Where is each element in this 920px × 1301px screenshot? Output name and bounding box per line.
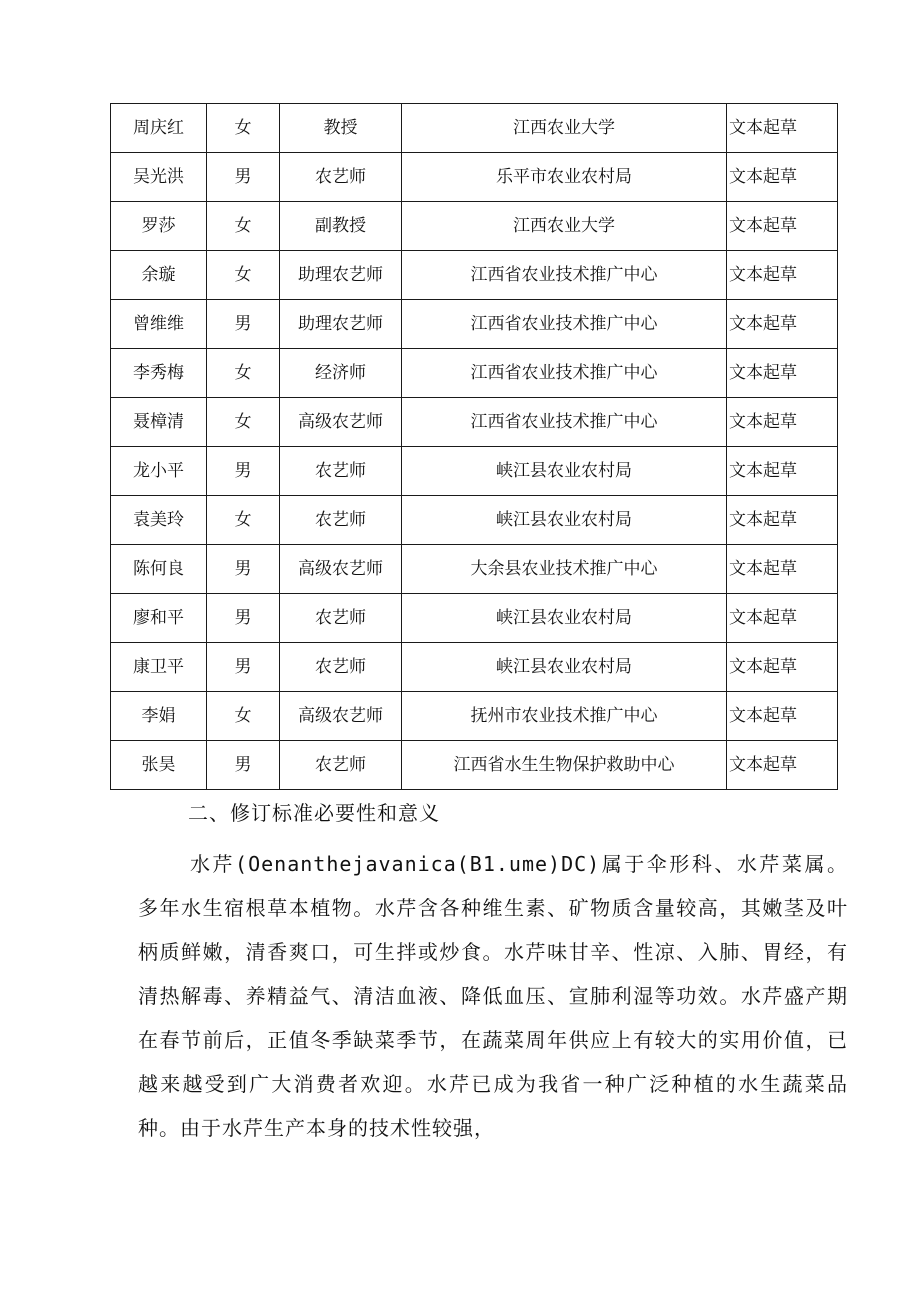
gender-cell: 男 — [207, 153, 280, 202]
table-row — [111, 104, 838, 153]
organization-cell: 江西省农业技术推广中心 — [402, 300, 727, 349]
title-cell: 助理农艺师 — [280, 251, 402, 300]
gender-cell: 男 — [207, 643, 280, 692]
gender-cell: 女 — [207, 104, 280, 153]
name-cell: 康卫平 — [111, 643, 207, 692]
role-cell: 文本起草 — [727, 349, 838, 398]
title-cell: 农艺师 — [280, 741, 402, 790]
name-cell: 周庆红 — [111, 104, 207, 153]
role-cell: 文本起草 — [727, 741, 838, 790]
table-row — [111, 202, 838, 251]
gender-cell: 女 — [207, 349, 280, 398]
section-heading: 二、修订标准必要性和意义 — [188, 801, 440, 825]
organization-cell: 江西农业大学 — [402, 202, 727, 251]
role-cell: 文本起草 — [727, 251, 838, 300]
organization-cell: 峡江县农业农村局 — [402, 496, 727, 545]
organization-cell: 江西省水生生物保护救助中心 — [402, 741, 727, 790]
title-cell: 副教授 — [280, 202, 402, 251]
name-cell: 廖和平 — [111, 594, 207, 643]
table-row — [111, 447, 838, 496]
table-row — [111, 545, 838, 594]
organization-cell: 峡江县农业农村局 — [402, 594, 727, 643]
role-cell: 文本起草 — [727, 447, 838, 496]
gender-cell: 女 — [207, 692, 280, 741]
organization-cell: 抚州市农业技术推广中心 — [402, 692, 727, 741]
organization-cell: 江西省农业技术推广中心 — [402, 398, 727, 447]
name-cell: 李秀梅 — [111, 349, 207, 398]
name-cell: 陈何良 — [111, 545, 207, 594]
role-cell: 文本起草 — [727, 692, 838, 741]
organization-cell: 峡江县农业农村局 — [402, 643, 727, 692]
title-cell: 农艺师 — [280, 643, 402, 692]
name-cell: 袁美玲 — [111, 496, 207, 545]
name-cell: 余璇 — [111, 251, 207, 300]
gender-cell: 女 — [207, 398, 280, 447]
organization-cell: 乐平市农业农村局 — [402, 153, 727, 202]
table-row — [111, 643, 838, 692]
table-row — [111, 692, 838, 741]
table-row — [111, 349, 838, 398]
name-cell: 罗莎 — [111, 202, 207, 251]
name-cell: 李娟 — [111, 692, 207, 741]
name-cell: 龙小平 — [111, 447, 207, 496]
table-row — [111, 496, 838, 545]
role-cell: 文本起草 — [727, 594, 838, 643]
gender-cell: 男 — [207, 300, 280, 349]
organization-cell: 江西省农业技术推广中心 — [402, 251, 727, 300]
role-cell: 文本起草 — [727, 300, 838, 349]
gender-cell: 男 — [207, 447, 280, 496]
role-cell: 文本起草 — [727, 202, 838, 251]
role-cell: 文本起草 — [727, 153, 838, 202]
gender-cell: 男 — [207, 545, 280, 594]
body-text — [138, 842, 848, 1150]
title-cell: 教授 — [280, 104, 402, 153]
title-cell: 农艺师 — [280, 447, 402, 496]
title-cell: 农艺师 — [280, 496, 402, 545]
gender-cell: 女 — [207, 496, 280, 545]
name-cell: 聂樟清 — [111, 398, 207, 447]
organization-cell: 江西省农业技术推广中心 — [402, 349, 727, 398]
gender-cell: 男 — [207, 741, 280, 790]
table-row — [111, 300, 838, 349]
table-row — [111, 741, 838, 790]
drafting-staff-table — [110, 103, 838, 790]
table-row — [111, 251, 838, 300]
organization-cell: 大余县农业技术推广中心 — [402, 545, 727, 594]
gender-cell: 女 — [207, 251, 280, 300]
table-row — [111, 398, 838, 447]
name-cell: 吴光洪 — [111, 153, 207, 202]
body-paragraph: 水芹(Oenanthejavanica(B1.ume)DC)属于伞形科、水芹菜属。多年水生宿根草本植物。水芹含各种维生素、矿物质含量较高，其嫩茎及叶柄质鲜嫩，清香爽口，可生拌或炒食。水芹味甘辛、性凉、入肺、胃经，有清热解毒、养精益气、清洁血液、降低血压、宣肺利湿等功效。水芹盛产期在春节前后，正值冬季缺菜季节，在蔬菜周年供应上有较大的实用价值，已越来越受到广大消费者欢迎。水芹已成为我省一种广泛种植的水生蔬菜品种。由于水芹生产本身的技术性较强， — [138, 852, 848, 1140]
role-cell: 文本起草 — [727, 545, 838, 594]
title-cell: 高级农艺师 — [280, 545, 402, 594]
organization-cell: 江西农业大学 — [402, 104, 727, 153]
table-row — [111, 153, 838, 202]
gender-cell: 女 — [207, 202, 280, 251]
title-cell: 经济师 — [280, 349, 402, 398]
title-cell: 高级农艺师 — [280, 398, 402, 447]
name-cell: 张昊 — [111, 741, 207, 790]
name-cell: 曾维维 — [111, 300, 207, 349]
role-cell: 文本起草 — [727, 398, 838, 447]
title-cell: 高级农艺师 — [280, 692, 402, 741]
organization-cell: 峡江县农业农村局 — [402, 447, 727, 496]
title-cell: 农艺师 — [280, 594, 402, 643]
title-cell: 农艺师 — [280, 153, 402, 202]
title-cell: 助理农艺师 — [280, 300, 402, 349]
table-row — [111, 594, 838, 643]
gender-cell: 男 — [207, 594, 280, 643]
role-cell: 文本起草 — [727, 643, 838, 692]
table-body — [111, 104, 838, 790]
role-cell: 文本起草 — [727, 104, 838, 153]
role-cell: 文本起草 — [727, 496, 838, 545]
